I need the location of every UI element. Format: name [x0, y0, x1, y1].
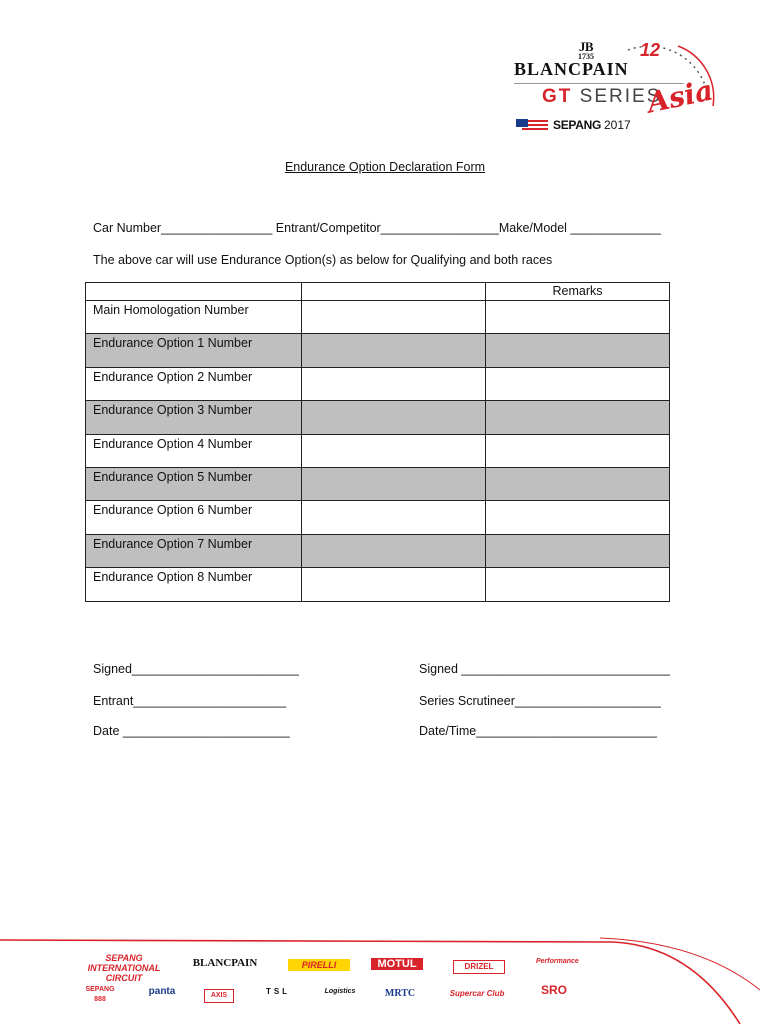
sponsor-supercar-club-logo: Supercar Club — [449, 989, 505, 998]
remarks-entry-cell[interactable] — [486, 501, 670, 534]
sponsor-axis-logo: AXIS — [204, 989, 234, 1003]
table-row — [86, 334, 670, 367]
blancpain-gt-series-asia-logo — [508, 36, 723, 146]
car-details-line[interactable]: Car Number________________ Entrant/Competitor_________________Make/Model _____________ — [93, 221, 661, 235]
table-row — [86, 367, 670, 400]
scrutineer-datetime-line[interactable]: Date/Time__________________________ — [419, 724, 657, 738]
row-label: Endurance Option 1 Number — [86, 334, 302, 367]
scrutineer-signed-line[interactable]: Signed ______________________________ — [419, 662, 670, 676]
remarks-entry-cell[interactable] — [486, 401, 670, 434]
row-label: Endurance Option 7 Number — [86, 534, 302, 567]
header-cell-number — [302, 283, 486, 301]
header-cell-label — [86, 283, 302, 301]
table-header-row — [86, 283, 670, 301]
remarks-entry-cell[interactable] — [486, 301, 670, 334]
number-entry-cell[interactable] — [302, 301, 486, 334]
malaysia-flag-icon — [516, 118, 550, 132]
remarks-entry-cell[interactable] — [486, 434, 670, 467]
row-label: Endurance Option 8 Number — [86, 568, 302, 602]
endurance-options-table — [85, 282, 670, 602]
entrant-name-line[interactable]: Entrant______________________ — [93, 694, 287, 708]
remarks-entry-cell[interactable] — [486, 367, 670, 400]
logo-brand: BLANCPAIN — [514, 59, 629, 79]
table-row — [86, 401, 670, 434]
logo-number-12: 12 — [640, 40, 661, 60]
remarks-entry-cell[interactable] — [486, 568, 670, 602]
sponsor-sepang-circuit-logo: SEPANG INTERNATIONAL CIRCUIT — [87, 953, 161, 983]
series-scrutineer-line[interactable]: Series Scrutineer_____________________ — [419, 694, 661, 708]
entrant-signed-line[interactable]: Signed________________________ — [93, 662, 299, 676]
sponsor-tsl-logo: TSL — [265, 987, 291, 996]
row-label: Endurance Option 2 Number — [86, 367, 302, 400]
sponsor-logistics-logo: Logistics — [324, 988, 356, 995]
remarks-entry-cell[interactable] — [486, 467, 670, 500]
sponsor-sepang-888-logo: SEPANG 888 — [85, 986, 115, 1003]
sponsor-panta-logo: panta — [148, 986, 176, 997]
sponsor-mrtc-logo: MRTC — [384, 988, 416, 999]
remarks-entry-cell[interactable] — [486, 334, 670, 367]
remarks-entry-cell[interactable] — [486, 534, 670, 567]
row-label: Endurance Option 6 Number — [86, 501, 302, 534]
jb-letters: JB — [578, 39, 594, 54]
sponsor-drizel-logo: DRIZEL — [453, 960, 505, 974]
table-row — [86, 534, 670, 567]
header-cell-remarks: Remarks — [486, 283, 670, 301]
table-row — [86, 467, 670, 500]
logo-asia: Asia — [644, 73, 716, 120]
number-entry-cell[interactable] — [302, 467, 486, 500]
sponsor-performance-logo: Performance — [536, 958, 579, 965]
logo-sepang — [516, 118, 631, 132]
number-entry-cell[interactable] — [302, 367, 486, 400]
number-entry-cell[interactable] — [302, 568, 486, 602]
number-entry-cell[interactable] — [302, 334, 486, 367]
number-entry-cell[interactable] — [302, 401, 486, 434]
sponsor-sro-logo: SRO — [540, 983, 567, 997]
row-label: Endurance Option 5 Number — [86, 467, 302, 500]
logo-venue: SEPANG — [553, 118, 601, 132]
number-entry-cell[interactable] — [302, 501, 486, 534]
entrant-date-line[interactable]: Date ________________________ — [93, 724, 290, 738]
row-label: Main Homologation Number — [86, 301, 302, 334]
form-title: Endurance Option Declaration Form — [284, 160, 486, 174]
table-row — [86, 568, 670, 602]
row-label: Endurance Option 3 Number — [86, 401, 302, 434]
sponsor-pirelli-logo: PIRELLI — [288, 959, 350, 971]
intro-statement: The above car will use Endurance Option(s) as below for Qualifying and both races — [93, 253, 553, 267]
table-row — [86, 434, 670, 467]
sponsor-motul-logo: MOTUL — [371, 958, 423, 970]
jb-year: 1735 — [578, 52, 594, 61]
row-label: Endurance Option 4 Number — [86, 434, 302, 467]
logo-year: 2017 — [604, 118, 631, 132]
logo-series-word: SERIES — [579, 86, 662, 107]
sponsor-blancpain-logo: BLANCPAIN — [192, 957, 258, 969]
logo-series — [542, 86, 661, 108]
number-entry-cell[interactable] — [302, 534, 486, 567]
table-row — [86, 501, 670, 534]
logo-gt: GT — [542, 86, 573, 107]
table-row — [86, 301, 670, 334]
number-entry-cell[interactable] — [302, 434, 486, 467]
